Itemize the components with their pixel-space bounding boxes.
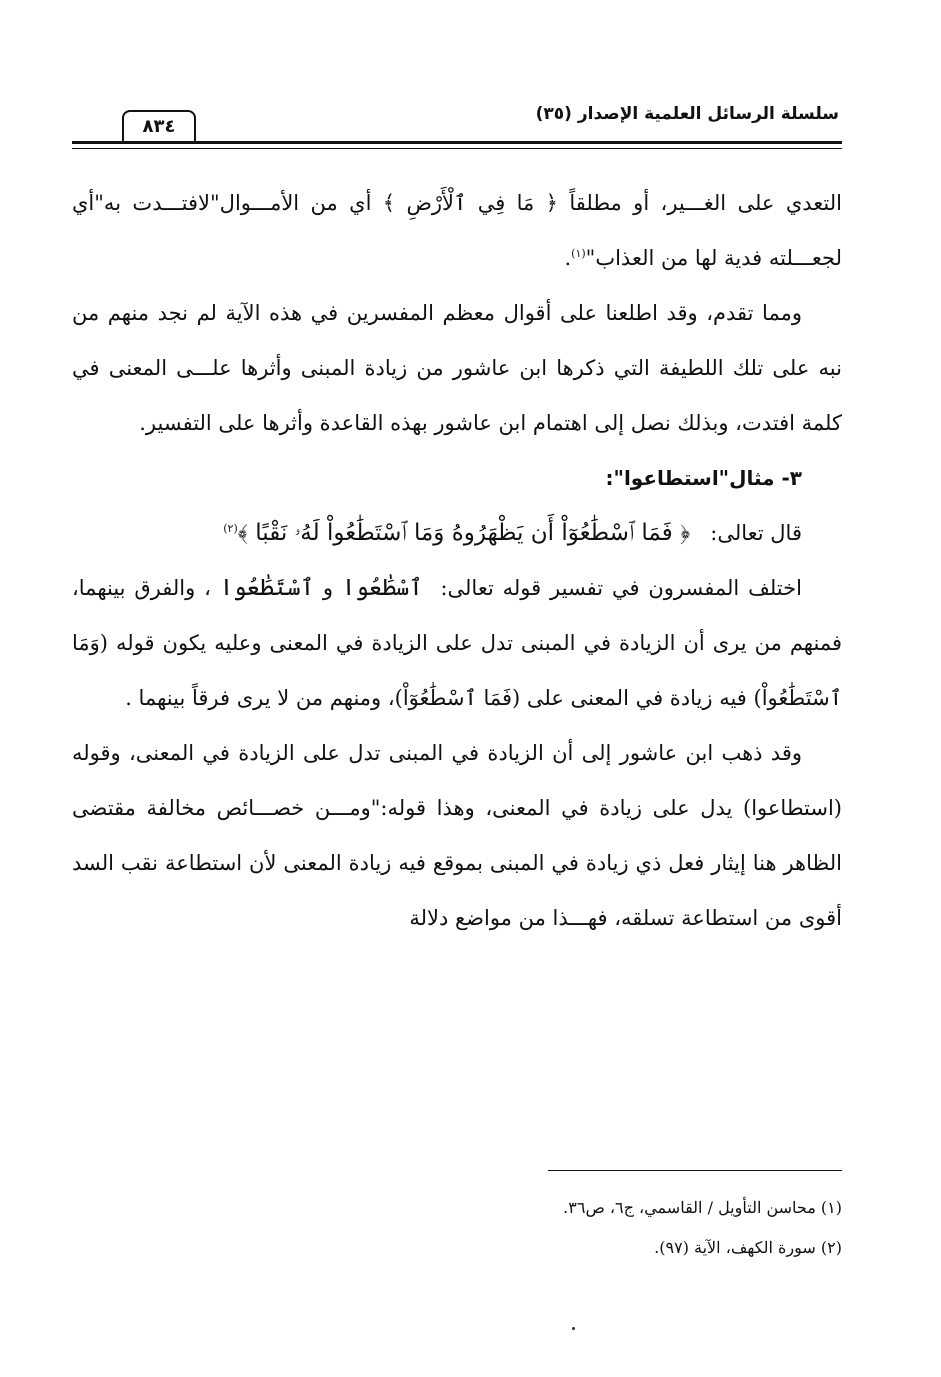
footnote-1: (١) محاسن التأويل / القاسمي، ج٦، ص٣٦. [563,1198,842,1217]
paragraph-1-end: . [564,246,572,270]
verse-intro: قال تعالى: [710,521,802,545]
footnotes [72,1188,842,1268]
header-rule-thin [72,148,842,149]
verse-line [72,506,842,561]
quran-verse: ﴿ فَمَا ٱسْطَٰعُوٓاْ أَن يَظْهَرُوهُ وَمَا ٱسْتَطَٰعُواْ لَهُۥ نَقْبًا ﴾ [237,520,691,546]
running-head: سلسلة الرسائل العلمية الإصدار (٣٥) [535,104,839,124]
paragraph-3 [72,561,842,726]
paragraph-4: وقد ذهب ابن عاشور إلى أن الزيادة في المبنى تدل على الزيادة في المعنى، وقوله (استطاعوا) يدل على زيادة في المعنى، وهذا قوله:"ومـــن خصـــائص مخالفة مقتضى الظاهر هنا إيثار فعل ذي زيادة في المبنى بموقع فيه زيادة المعنى لأن استطاعة نقب السد أقوى من استطاعة تسلقه، فهـــذا من مواضع دلالة [72,741,842,930]
paragraph-1 [72,176,842,286]
scan-dot [572,1327,575,1330]
footnote-separator [548,1170,842,1171]
quran-word-2: ٱسْتَطَٰعُوا [219,575,315,601]
main-text [72,176,842,946]
footnote-ref-1: (١) [571,247,586,260]
conjunction: و [322,576,334,600]
quran-word-1: ٱسْطَٰعُوا [341,575,423,601]
paragraph-3-rest: ، والفرق بينهما، فمنهم من يرى أن الزيادة في المبنى تدل على الزيادة في المعنى وعليه يكون قوله (وَمَا ٱسْتَطَٰعُواْ) فيه زيادة في المعنى على (فَمَا ٱسْطَٰعُوٓاْ)، ومنهم من لا يرى فرقاً بينهما . [72,576,842,710]
paragraph-1-text: التعدي على الغـــير، أو مطلقاً ﴿ مَا فِي ٱلْأَرْضِ ﴾ أي من الأمـــوال"لافتـــدت به"أي لجعـــلته فدية لها من العذاب" [72,191,842,270]
footnote-2: (٢) سورة الكهف، الآية (٩٧). [654,1238,842,1257]
section-heading: ٣- مثال"استطاعوا": [605,466,802,490]
footnote-ref-2: (٢) [223,522,238,535]
page-number: ٨٣٤ [122,110,196,142]
header-rule-thick [72,141,842,144]
paragraph-3-intro: اختلف المفسرون في تفسير قوله تعالى: [440,576,802,600]
paragraph-2: ومما تقدم، وقد اطلعنا على أقوال معظم المفسرين في هذه الآية لم نجد منهم من نبه على تلك اللطيفة التي ذكرها ابن عاشور من زيادة المبنى وأثرها علـــى المعنى في كلمة افتدت، وبذلك نصل إلى اهتمام ابن عاشور بهذه القاعدة وأثرها على التفسير. [72,301,842,435]
